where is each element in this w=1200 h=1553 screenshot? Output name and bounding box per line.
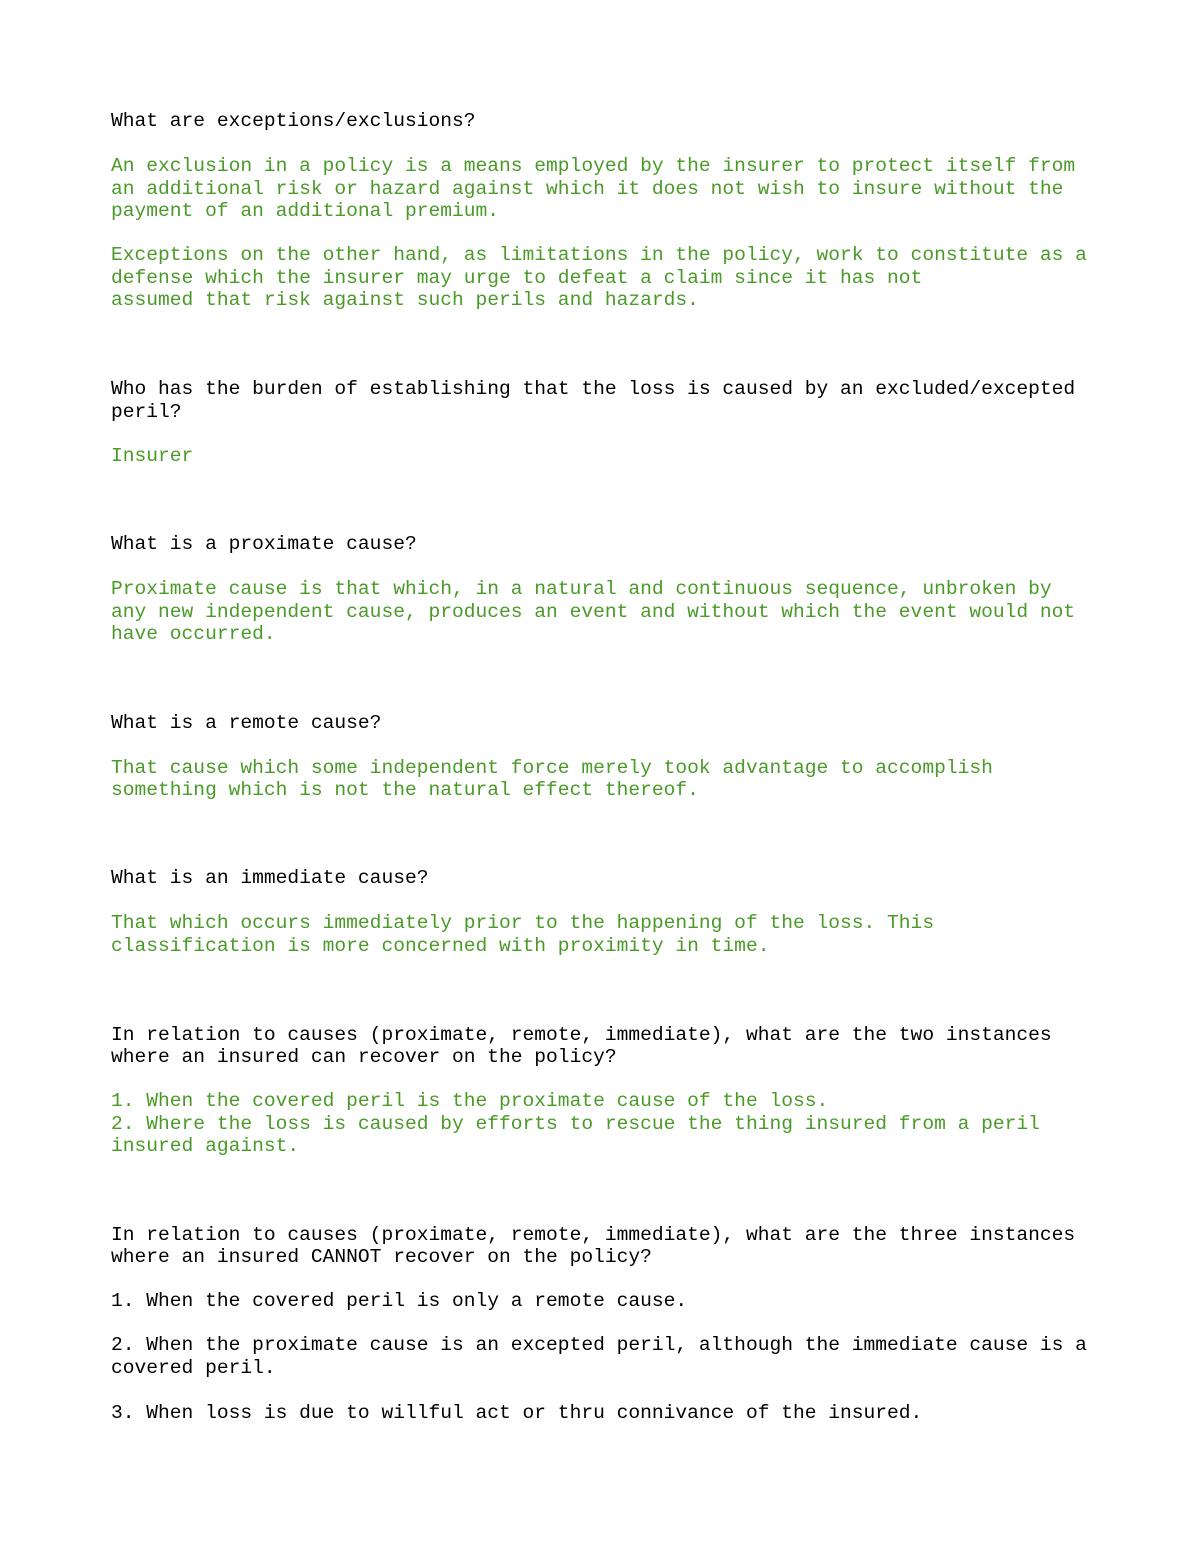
answer-exclusion-definition-line-1: An exclusion in a policy is a means employed by the insurer to protect itself from <box>111 155 1076 177</box>
cannot-recover-item-1: 1. When the covered peril is only a remote cause. <box>111 1290 688 1312</box>
question-cannot-recover-line-2: where an insured CANNOT recover on the policy? <box>111 1246 652 1268</box>
answer-proximate-cause-line-2: any new independent cause, produces an event and without which the event would not <box>111 600 1076 623</box>
question-can-recover-line-2: where an insured can recover on the policy? <box>111 1046 617 1068</box>
question-proximate-cause: What is a proximate cause? <box>111 533 417 555</box>
answer-exclusion-definition-line-3: payment of an additional premium. <box>111 200 500 222</box>
cannot-recover-item-2-line-1: 2. When the proximate cause is an excepted peril, although the immediate cause is a <box>111 1334 1087 1356</box>
answer-can-recover-item-2-line-2: insured against. <box>111 1135 300 1157</box>
answer-exceptions-definition-line-1: Exceptions on the other hand, as limitations in the policy, work to constitute as a <box>111 244 1087 266</box>
answer-proximate-cause-line-1: Proximate cause is that which, in a natural and continuous sequence, unbroken by <box>111 578 1052 600</box>
question-burden-line-2: peril? <box>111 400 182 423</box>
question-can-recover-line-1: In relation to causes (proximate, remote, immediate), what are the two instances <box>111 1024 1052 1046</box>
answer-exclusion-definition-line-2: an additional risk or hazard against which it does not wish to insure without the <box>111 177 1064 200</box>
answer-can-recover-item-2-line-1: 2. Where the loss is caused by efforts to rescue the thing insured from a peril <box>111 1113 1040 1135</box>
cannot-recover-item-2-line-2: covered peril. <box>111 1357 276 1379</box>
answer-remote-cause-line-1: That cause which some independent force merely took advantage to accomplish <box>111 757 993 779</box>
cannot-recover-item-3: 3. When loss is due to willful act or thru connivance of the insured. <box>111 1402 923 1424</box>
answer-immediate-cause-line-2: classification is more concerned with proximity in time. <box>111 935 770 957</box>
answer-exceptions-definition-line-3: assumed that risk against such perils and hazards. <box>111 289 699 311</box>
answer-proximate-cause-line-3: have occurred. <box>111 623 276 645</box>
answer-can-recover-item-1: 1. When the covered peril is the proximate cause of the loss. <box>111 1090 829 1112</box>
question-burden-line-1: Who has the burden of establishing that the loss is caused by an excluded/excepted <box>111 378 1076 400</box>
answer-exceptions-definition-line-2: defense which the insurer may urge to defeat a claim since it has not <box>111 266 923 289</box>
question-remote-cause: What is a remote cause? <box>111 712 382 734</box>
answer-remote-cause-line-2: something which is not the natural effect thereof. <box>111 779 699 801</box>
question-exclusions: What are exceptions/exclusions? <box>111 110 476 132</box>
answer-immediate-cause-line-1: That which occurs immediately prior to the happening of the loss. This <box>111 912 935 934</box>
answer-burden: Insurer <box>111 445 194 467</box>
question-immediate-cause: What is an immediate cause? <box>111 867 429 889</box>
question-cannot-recover-line-1: In relation to causes (proximate, remote, immediate), what are the three instances <box>111 1224 1076 1246</box>
